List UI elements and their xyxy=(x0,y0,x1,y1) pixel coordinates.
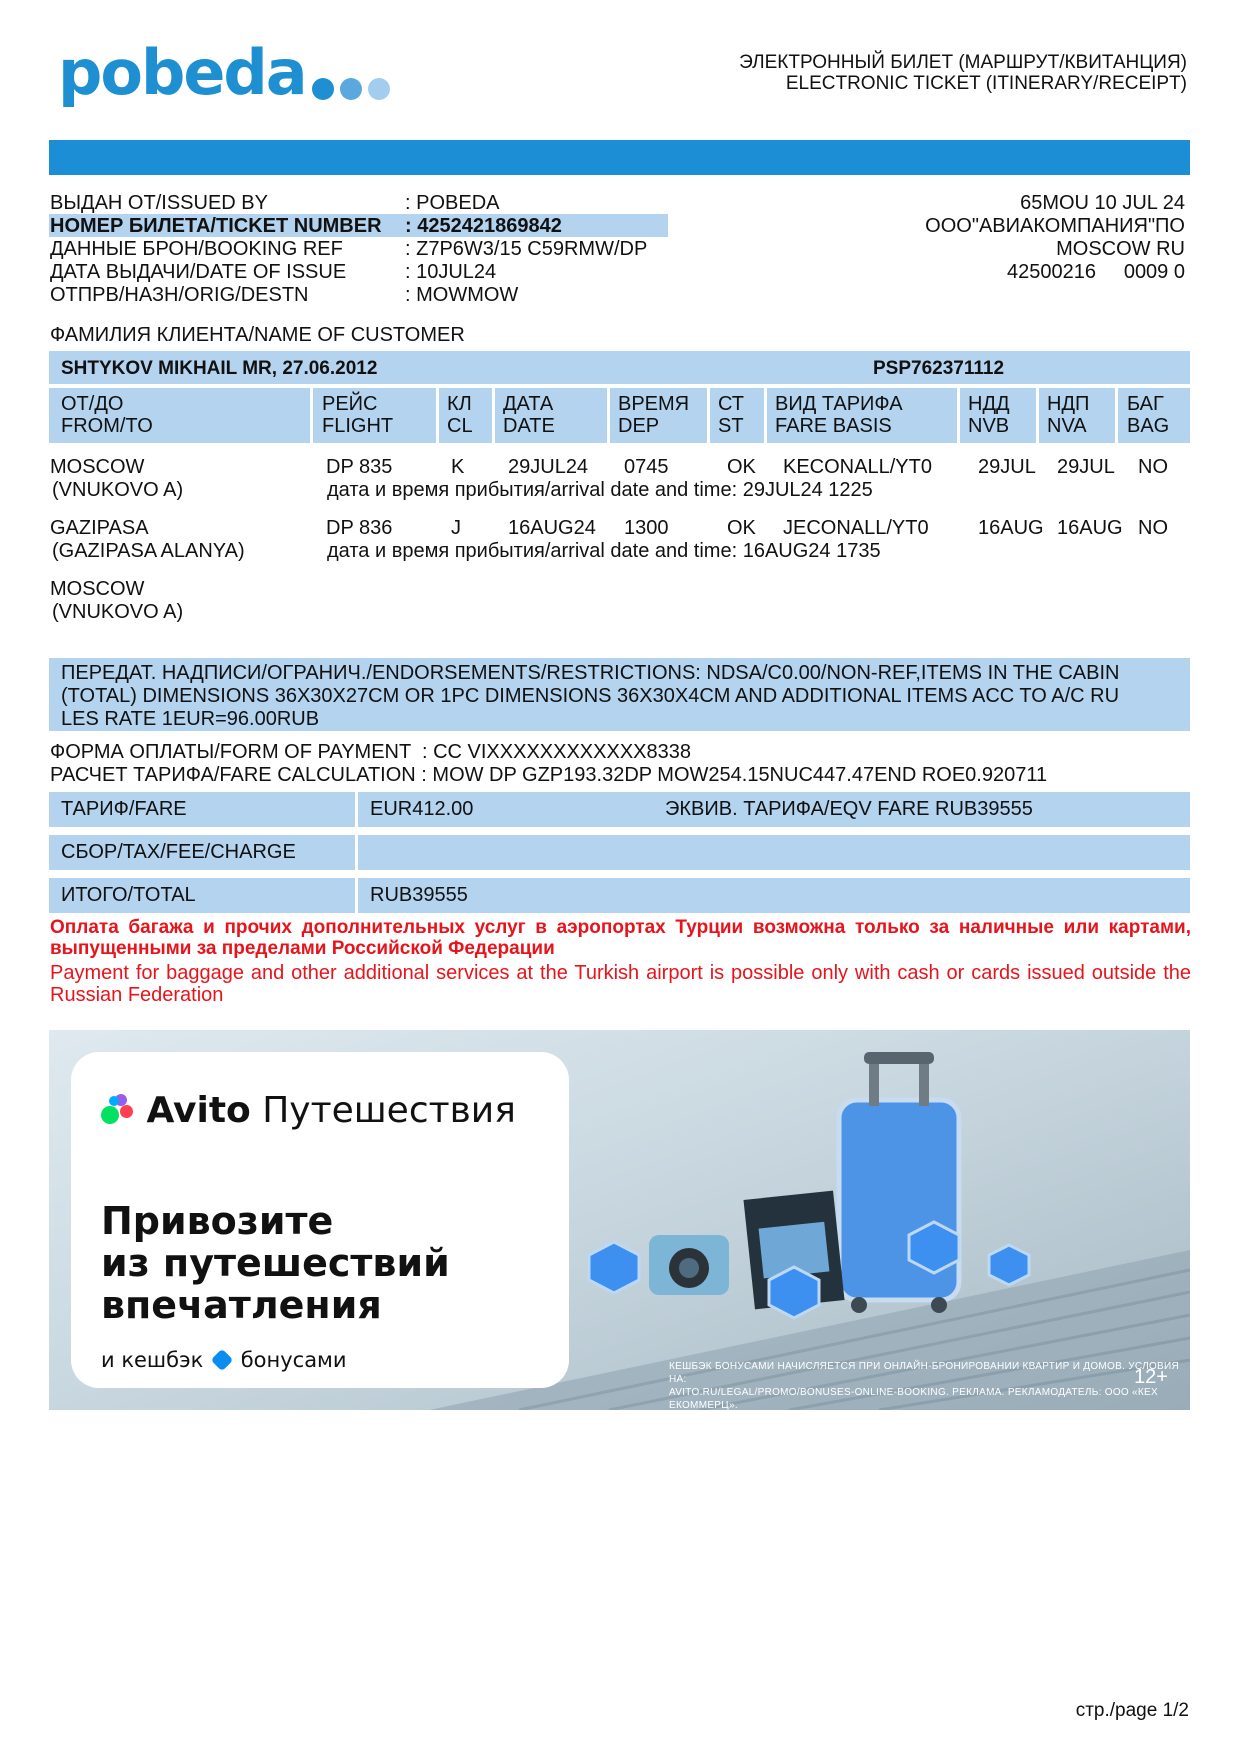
issuer-line: 42500216 0009 0 xyxy=(1007,261,1185,283)
eqv-fare: ЭКВИВ. ТАРИФА/EQV FARE RUB39555 xyxy=(665,798,1033,820)
avito-logo xyxy=(101,1090,516,1131)
segment-city: GAZIPASA xyxy=(50,517,149,539)
final-destination xyxy=(0,578,400,628)
ad-headline xyxy=(101,1200,450,1326)
col-divider xyxy=(707,388,710,443)
fare-calculation: РАСЧЕТ ТАРИФА/FARE CALCULATION : MOW DP GZP193.32DP MOW254.15NUC447.47END ROE0.920711 xyxy=(50,764,1048,786)
date-of-issue-value: : 10JUL24 xyxy=(405,261,497,283)
date-of-issue-label: ДАТА ВЫДАЧИ/DATE OF ISSUE xyxy=(50,261,347,283)
col-divider xyxy=(1036,388,1039,443)
segment-nva: 16AUG xyxy=(1057,517,1123,539)
ad-headline-line: Привозите xyxy=(101,1199,334,1243)
issuer-line: 65MOU 10 JUL 24 xyxy=(1020,192,1185,214)
fare-value: EUR412.00 xyxy=(370,798,474,820)
col-class: КЛ CL xyxy=(447,393,473,437)
final-airport: (VNUKOVO A) xyxy=(52,601,184,623)
segment-date: 29JUL24 xyxy=(508,456,589,478)
segment-bag: NO xyxy=(1138,517,1168,539)
segment-date: 16AUG24 xyxy=(508,517,596,539)
segment-nvb: 16AUG xyxy=(978,517,1044,539)
final-city: MOSCOW xyxy=(50,578,145,600)
col-divider xyxy=(1115,388,1118,443)
segment-arrival: дата и время прибытия/arrival date and time: 16AUG24 1735 xyxy=(327,540,881,562)
warning-en: Payment for baggage and other additional services at the Turkish airport is possible only with cash or cards issued outside the Russian Federation xyxy=(50,962,1191,1006)
tax-value xyxy=(358,835,1190,870)
segment-row xyxy=(0,517,1241,567)
segment-class: J xyxy=(451,517,461,539)
total-row xyxy=(49,878,1190,913)
avito-ad-banner[interactable] xyxy=(49,1030,1190,1410)
segment-fare-basis: KECONALL/YT0 xyxy=(783,456,932,478)
warning-ru: Оплата багажа и прочих дополнительных услуг в аэропортах Турции возможна только за наличные или картами, выпущенными за пределами Российской Федерации xyxy=(50,917,1191,959)
camera-icon xyxy=(649,1235,729,1295)
col-divider xyxy=(310,388,313,443)
segment-flight: DP 836 xyxy=(326,517,393,539)
col-divider xyxy=(607,388,610,443)
issuer-block xyxy=(925,192,1185,284)
customer-passport: PSP762371112 xyxy=(873,358,1005,379)
segment-fare-basis: JECONALL/YT0 xyxy=(783,517,929,539)
col-bag: БАГ BAG xyxy=(1127,393,1170,437)
avito-brand: Avito xyxy=(146,1090,251,1131)
logo-dot xyxy=(340,78,362,100)
ad-subline xyxy=(101,1348,347,1372)
segment-nva: 29JUL xyxy=(1057,456,1115,478)
total-value: RUB39555 xyxy=(358,878,1190,913)
segment-status: OK xyxy=(727,456,756,478)
segment-city: MOSCOW xyxy=(50,456,145,478)
col-status: СТ ST xyxy=(718,393,744,437)
header-bar xyxy=(49,140,1190,175)
col-dep: ВРЕМЯ DEP xyxy=(618,393,690,437)
issuer-line: MOSCOW RU xyxy=(1056,238,1185,260)
booking-ref-label: ДАННЫЕ БРОН/BOOKING REF xyxy=(50,238,343,260)
document-title-ru: ЭЛЕКТРОННЫЙ БИЛЕТ (МАРШРУТ/КВИТАНЦИЯ) xyxy=(739,52,1187,73)
issue-labels xyxy=(50,192,382,307)
col-divider xyxy=(436,388,439,443)
pobeda-logo xyxy=(58,38,390,108)
segment-bag: NO xyxy=(1138,456,1168,478)
document-title xyxy=(739,52,1187,94)
customer-section-label: ФАМИЛИЯ КЛИЕНТА/NAME OF CUSTOMER xyxy=(50,324,465,346)
col-nvb: НДД NVB xyxy=(968,393,1010,437)
endorsements-band xyxy=(49,658,1190,731)
issuer-line: ООО"АВИАКОМПАНИЯ"ПО xyxy=(925,215,1185,237)
endorsement-line: ПЕРЕДАТ. НАДПИСИ/ОГРАНИЧ./ENDORSEMENTS/RESTRICTIONS: NDSA/C0.00/NON-REF,ITEMS IN THE CABIN xyxy=(61,662,1120,684)
col-fare-basis: ВИД ТАРИФА FARE BASIS xyxy=(775,393,903,437)
endorsement-line: (TOTAL) DIMENSIONS 36X30X27CM OR 1PC DIMENSIONS 36X30X4CM AND ADDITIONAL ITEMS ACC TO A/C RU xyxy=(61,685,1120,707)
flight-table-header xyxy=(49,388,1190,443)
segment-airport: (GAZIPASA ALANYA) xyxy=(52,540,245,562)
issued-by-label: ВЫДАН ОТ/ISSUED BY xyxy=(50,192,268,214)
ad-subline-post: бонусами xyxy=(240,1348,347,1372)
orig-destn-value: : MOWMOW xyxy=(405,284,519,306)
customer-band xyxy=(49,351,1190,384)
segment-flight: DP 835 xyxy=(326,456,393,478)
tax-label: СБОР/TAX/FEE/CHARGE xyxy=(49,835,355,870)
booking-ref-value: : Z7P6W3/15 C59RMW/DP xyxy=(405,238,648,260)
col-flight: РЕЙС FLIGHT xyxy=(322,393,394,437)
page-number: стр./page 1/2 xyxy=(1075,1700,1189,1721)
fare-row xyxy=(49,792,1190,827)
ad-fine-line: КЕШБЭК БОНУСАМИ НАЧИСЛЯЕТСЯ ПРИ ОНЛАЙН-БРОНИРОВАНИИ КВАРТИР И ДОМОВ. УСЛОВИЯ НА: xyxy=(669,1361,1180,1385)
logo-dot xyxy=(312,78,334,100)
col-nva: НДП NVA xyxy=(1047,393,1090,437)
total-label: ИТОГО/TOTAL xyxy=(49,878,355,913)
bonus-icon xyxy=(211,1349,234,1372)
ad-subline-pre: и кешбэк xyxy=(101,1348,204,1372)
avito-dots-icon xyxy=(101,1094,135,1126)
col-from-to: ОТ/ДО FROM/TO xyxy=(61,393,153,437)
ad-fine-line: AVITO.RU/LEGAL/PROMO/BONUSES-ONLINE-BOOKING. РЕКЛАМА. РЕКЛАМОДАТЕЛЬ: ООО «КЕХ ЕКОММЕРЦ». xyxy=(669,1387,1158,1410)
col-date: ДАТА DATE xyxy=(503,393,555,437)
fare-label: ТАРИФ/FARE xyxy=(49,792,355,827)
avito-brand-suffix: Путешествия xyxy=(262,1090,516,1131)
document-title-en: ELECTRONIC TICKET (ITINERARY/RECEIPT) xyxy=(785,73,1187,94)
logo-text: pobeda xyxy=(58,36,306,109)
col-divider xyxy=(492,388,495,443)
segment-arrival: дата и время прибытия/arrival date and time: 29JUL24 1225 xyxy=(327,479,873,501)
segment-status: OK xyxy=(727,517,756,539)
col-divider xyxy=(764,388,767,443)
ad-headline-line: из путешествий xyxy=(101,1241,450,1285)
segment-airport: (VNUKOVO A) xyxy=(52,479,184,501)
orig-destn-label: ОТПРВ/НАЗН/ORIG/DESTN xyxy=(50,284,309,306)
payment-form: ФОРМА ОПЛАТЫ/FORM OF PAYMENT : CC VIXXXXXXXXXXXX8338 xyxy=(50,741,691,763)
issue-values xyxy=(405,192,647,307)
customer-name: SHTYKOV MIKHAIL MR, 27.06.2012 xyxy=(61,358,378,379)
tax-row xyxy=(49,835,1190,870)
endorsement-line: LES RATE 1EUR=96.00RUB xyxy=(61,708,320,730)
segment-nvb: 29JUL xyxy=(978,456,1036,478)
issued-by-value: : POBEDA xyxy=(405,192,500,214)
ad-fine-print xyxy=(669,1360,1190,1410)
segment-row xyxy=(0,456,1241,506)
ticket-number-value: : 4252421869842 xyxy=(405,215,562,237)
segment-dep: 1300 xyxy=(624,517,669,539)
fare-value-cell xyxy=(358,792,1190,827)
logo-dot xyxy=(368,78,390,100)
segment-dep: 0745 xyxy=(624,456,669,478)
ticket-number-label: НОМЕР БИЛЕТА/TICKET NUMBER xyxy=(50,215,382,237)
logo-dots xyxy=(312,78,390,100)
segment-class: K xyxy=(451,456,465,478)
col-divider xyxy=(957,388,960,443)
ad-age-rating: 12+ xyxy=(1134,1366,1168,1388)
ad-headline-line: впечатления xyxy=(101,1283,382,1327)
suitcase-icon xyxy=(839,1052,959,1313)
ad-card xyxy=(71,1052,569,1388)
